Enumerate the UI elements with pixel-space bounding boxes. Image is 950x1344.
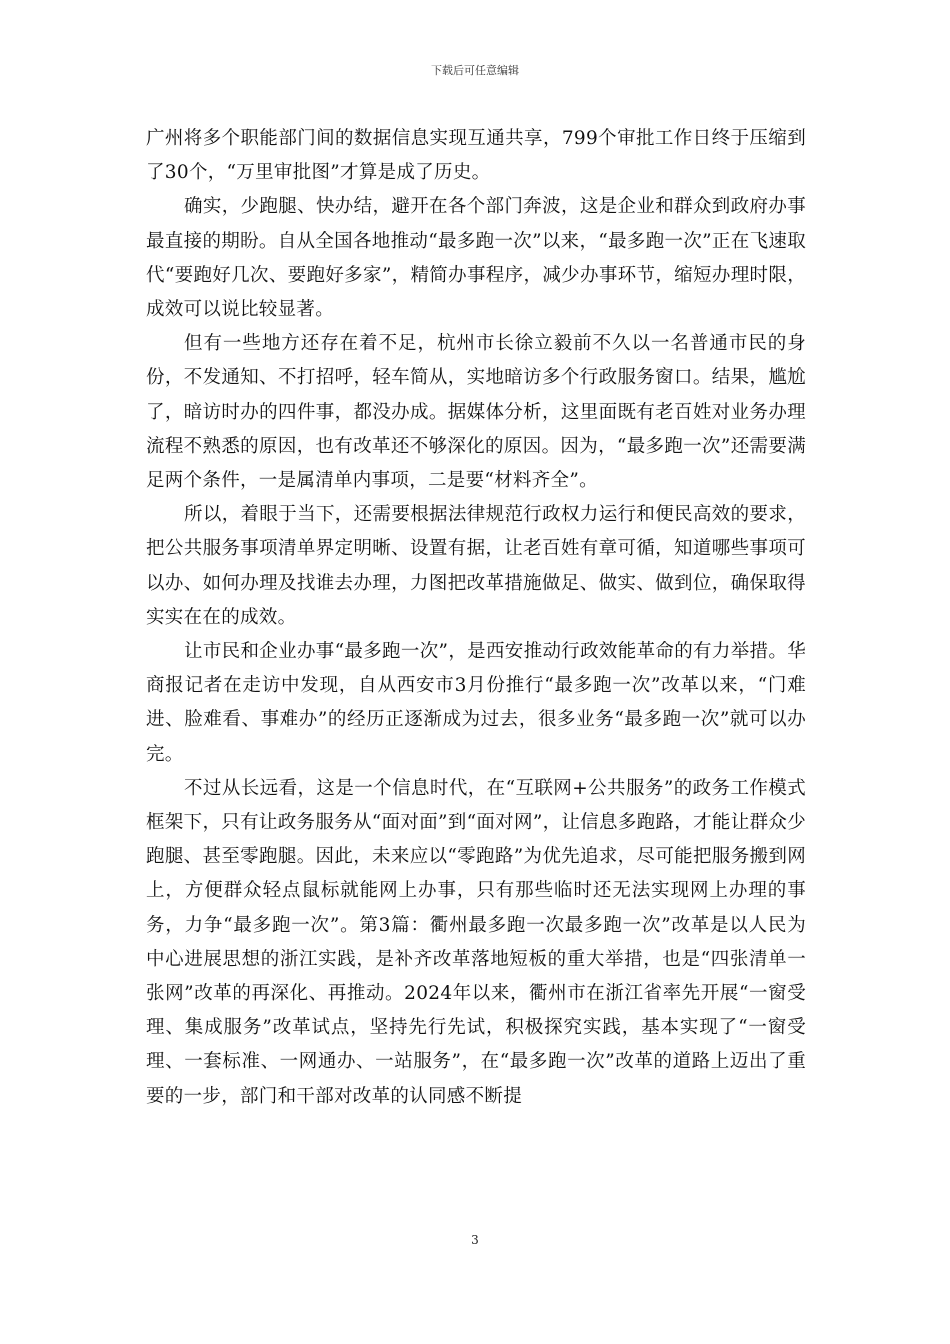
- paragraph-3: 但有一些地方还存在着不足，杭州市长徐立毅前不久以一名普通市民的身份，不发通知、不打招呼，轻车简从，实地暗访多个行政服务窗口。结果，尴尬了，暗访时办的四件事，都没办成。据媒体分析，这里面既有老百姓对业务办理流程不熟悉的原因，也有改革还不够深化的原因。因为，“最多跑一次”还需要满足两个条件，一是属清单内事项，二是要“材料齐全”。: [146, 333, 806, 492]
- paragraph-1: 广州将多个职能部门间的数据信息实现互通共享，799个审批工作日终于压缩到了30个，“万里审批图”才算是成了历史。: [146, 128, 806, 184]
- document-body: [146, 122, 806, 1114]
- page-number: 3: [471, 1233, 479, 1247]
- paragraph-6: 不过从长远看，这是一个信息时代，在“互联网+公共服务”的政务工作模式框架下，只有让政务服务从“面对面”到“面对网”，让信息多跑路，才能让群众少跑腿、甚至零跑腿。因此，未来应以“零跑路”为优先追求，尽可能把服务搬到网上，方便群众轻点鼠标就能网上办事，只有那些临时还无法实现网上办理的事务，力争“最多跑一次”。第3篇：衢州最多跑一次最多跑一次”改革是以人民为中心进展思想的浙江实践，是补齐改革落地短板的重大举措，也是“四张清单一张网”改革的再深化、再推动。2024年以来，衢州市在浙江省率先开展“一窗受理、集成服务”改革试点，坚持先行先试，积极探究实践，基本实现了“一窗受理、一套标准、一网通办、一站服务”，在“最多跑一次”改革的道路上迈出了重要的一步，部门和干部对改革的认同感不断提: [146, 777, 806, 1107]
- paragraph-4: 所以，着眼于当下，还需要根据法律规范行政权力运行和便民高效的要求，把公共服务事项清单界定明晰、设置有据，让老百姓有章可循，知道哪些事项可以办、如何办理及找谁去办理，力图把改革措施做足、做实、做到位，确保取得实实在在的成效。: [146, 504, 806, 628]
- page-header: 下载后可任意编辑: [431, 64, 519, 77]
- paragraph-2: 确实，少跑腿、快办结，避开在各个部门奔波，这是企业和群众到政府办事最直接的期盼。自从全国各地推动“最多跑一次”以来，“最多跑一次”正在飞速取代“要跑好几次、要跑好多家”，精简办事程序，减少办事环节，缩短办理时限，成效可以说比较显著。: [146, 196, 806, 321]
- paragraph-5: 让市民和企业办事“最多跑一次”，是西安推动行政效能革命的有力举措。华商报记者在走访中发现，自从西安市3月份推行“最多跑一次”改革以来，“门难进、脸难看、事难办”的经历正逐渐成为过去，很多业务“最多跑一次”就可以办完。: [146, 641, 806, 765]
